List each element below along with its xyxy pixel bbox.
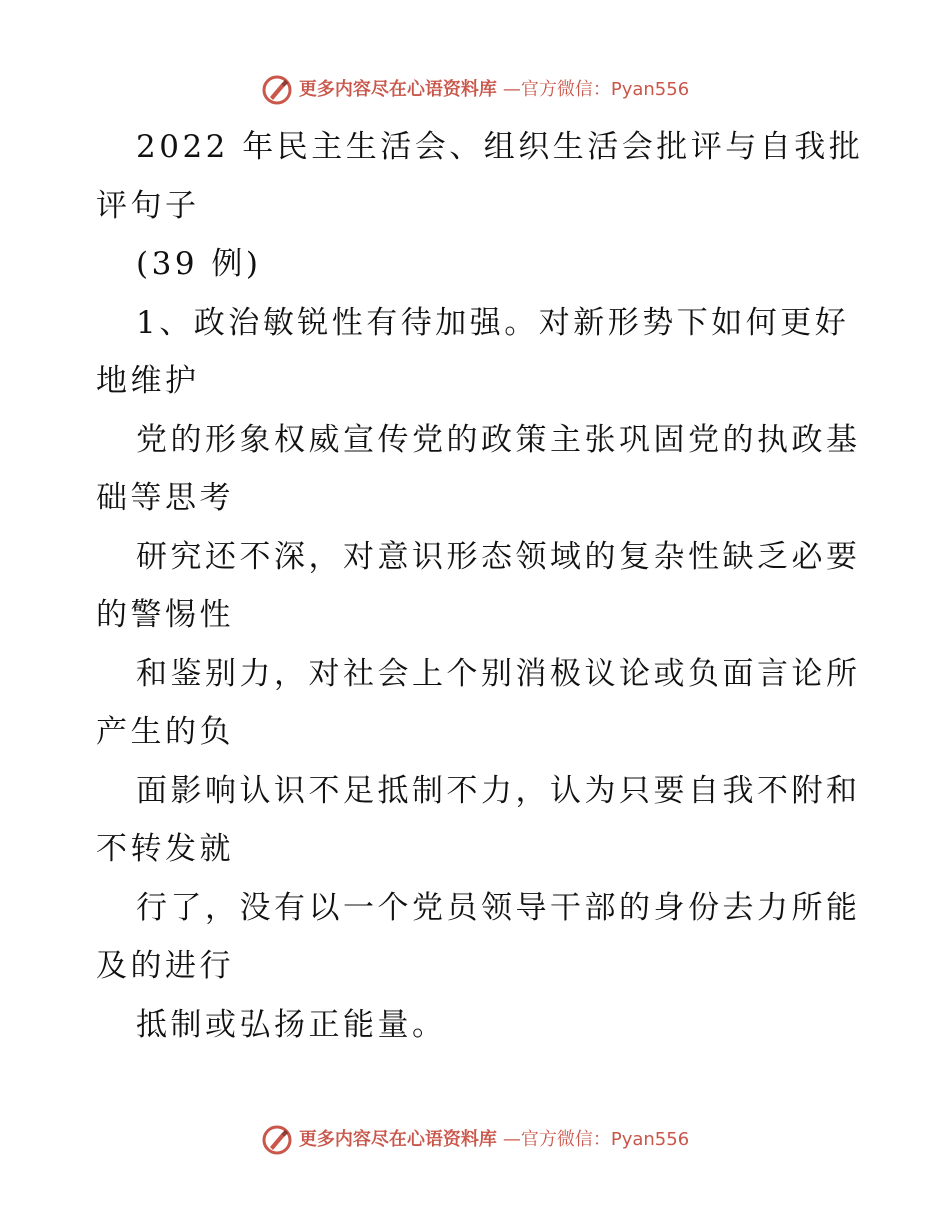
body-line: 不转发就: [96, 831, 234, 867]
pen-seal-icon: [261, 1124, 293, 1156]
page-header: [0, 72, 950, 108]
body-line: 研究还不深，对意识形态领域的复杂性缺乏必要: [136, 538, 861, 575]
footer-watermark-contact: —官方微信：Pyan556: [502, 1129, 690, 1150]
document-subtitle: (39 例): [136, 246, 262, 282]
body-line: 地维护: [96, 363, 200, 399]
document-title-line-2: 评句子: [96, 187, 200, 224]
header-watermark-contact: —官方微信：Pyan556: [502, 79, 690, 100]
document-body: [96, 118, 864, 1054]
body-line: 础等思考: [96, 480, 234, 516]
document-title-line-1: 2022 年民主生活会、组织生活会批评与自我批: [136, 129, 864, 165]
body-line: 和鉴别力，对社会上个别消极议论或负面言论所: [136, 655, 861, 692]
body-line: 1、政治敏锐性有待加强。对新形势下如何更好: [136, 304, 850, 341]
header-watermark-text: 更多内容尽在心语资料库: [298, 79, 497, 100]
body-line: 党的形象权威宣传党的政策主张巩固党的执政基: [136, 421, 861, 458]
footer-watermark-text: 更多内容尽在心语资料库: [298, 1129, 497, 1150]
body-line: 面影响认识不足抵制不力，认为只要自我不附和: [136, 772, 861, 809]
body-line: 的警惕性: [96, 597, 234, 633]
pen-seal-icon: [261, 74, 293, 106]
body-line: 抵制或弘扬正能量。: [136, 1006, 447, 1043]
body-line: 产生的负: [96, 714, 234, 750]
header-watermark: [261, 74, 689, 106]
body-line: 及的进行: [96, 948, 234, 984]
footer-watermark: [261, 1124, 689, 1156]
page-footer: [0, 1122, 950, 1158]
body-line: 行了，没有以一个党员领导干部的身份去力所能: [136, 889, 861, 926]
